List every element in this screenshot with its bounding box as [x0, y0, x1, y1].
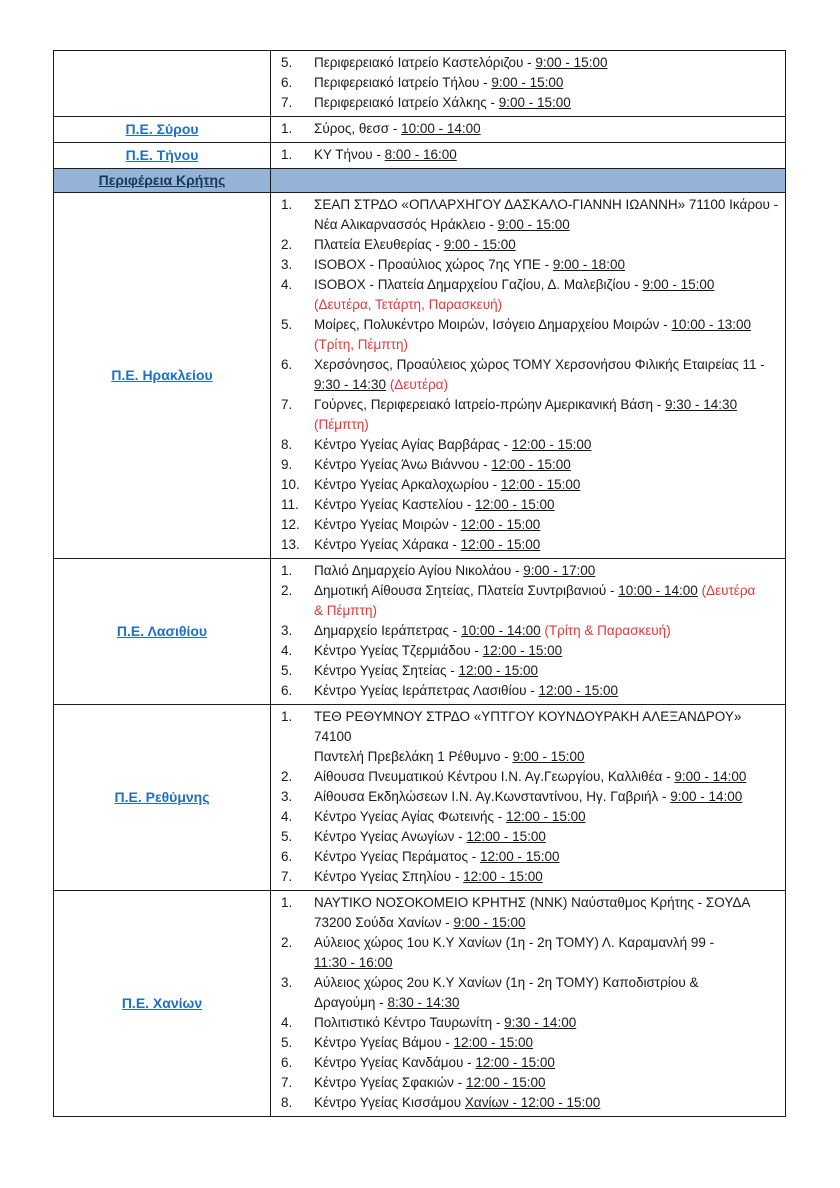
list-item: [281, 1073, 781, 1093]
item-number: 4.: [281, 1015, 293, 1030]
item-text: Κέντρο Υγείας Χάρακα -: [314, 537, 461, 552]
item-text: Κέντρο Υγείας Αγίας Φωτεινής -: [314, 809, 507, 824]
list-item: [281, 315, 781, 355]
item-text: Αίθουσα Πνευματικού Κέντρου Ι.Ν. Αγ.Γεωργίου, Καλλιθέα -: [314, 769, 675, 784]
region-label-cell: [54, 143, 271, 169]
item-number: 5.: [281, 55, 293, 70]
item-number: 8.: [281, 1095, 293, 1110]
table-row: [54, 51, 786, 117]
list-item: [281, 119, 781, 139]
item-number: 2.: [281, 583, 293, 598]
item-number: 2.: [281, 935, 293, 950]
item-number: 2.: [281, 237, 293, 252]
item-text: Αύλειος χώρος 1ου Κ.Υ Χανίων (1η - 2η ΤΟΜΥ) Λ. Καραμανλή 99 -: [314, 935, 715, 950]
region-entries-cell: [271, 891, 786, 1117]
item-text: Χερσόνησος, Προαύλειος χώρος ΤΟΜΥ Χερσονήσου Φιλικής Εταιρείας 11 -: [314, 357, 765, 372]
item-number: 3.: [281, 257, 293, 272]
item-hours: 9:00 - 17:00: [523, 563, 596, 578]
item-number: 1.: [281, 563, 293, 578]
item-days-note: (Τρίτη, Πέμπτη): [314, 337, 408, 352]
list-item: [281, 1093, 781, 1113]
item-text: Νέα Αλικαρνασσός Ηράκλειο -: [314, 217, 498, 232]
item-hours: 10:00 - 14:00: [461, 623, 541, 638]
item-hours: 8:30 - 14:30: [387, 995, 460, 1010]
item-text: Αίθουσα Εκδηλώσεων Ι.Ν. Αγ.Κωνσταντίνου, Ηγ. Γαβριήλ -: [314, 789, 671, 804]
item-number: 4.: [281, 809, 293, 824]
item-days-note: (Δευτέρα, Τετάρτη, Παρασκευή): [314, 297, 503, 312]
table-row: [54, 705, 786, 891]
item-text: Δραγούμη -: [314, 995, 388, 1010]
region-section-title: Περιφέρεια Κρήτης: [98, 172, 226, 188]
table-row: [54, 559, 786, 705]
item-text: Παλιό Δημαρχείο Αγίου Νικολάου -: [314, 563, 524, 578]
list-item: [281, 235, 781, 255]
item-text: Κέντρο Υγείας Περάματος -: [314, 849, 480, 864]
list-item: [281, 1013, 781, 1033]
item-hours: 12:00 - 15:00: [465, 1075, 546, 1090]
item-hours: 12:00 - 15:00: [463, 869, 543, 884]
region-entries-cell: [271, 193, 786, 559]
list-item: [281, 73, 781, 93]
list-item: [281, 867, 781, 887]
list-item: [281, 93, 781, 113]
region-link[interactable]: Π.Ε. Ρεθύμνης: [114, 789, 210, 805]
region-entries-cell: [271, 117, 786, 143]
item-text: Κέντρο Υγείας Κανδάμου -: [314, 1055, 476, 1070]
list-item: [281, 933, 781, 973]
item-number: 10.: [281, 477, 300, 492]
list-item: [281, 641, 781, 661]
list-item: [281, 495, 781, 515]
region-section-row: [54, 169, 786, 193]
item-hours: 12:00 - 15:00: [460, 537, 541, 552]
region-section-cell: [54, 169, 271, 193]
item-hours: 9:00 - 14:00: [670, 789, 743, 804]
list-item: [281, 827, 781, 847]
item-hours: 9:00 - 14:00: [674, 769, 747, 784]
item-text: ΝΑΥΤΙΚΟ ΝΟΣΟΚΟΜΕΙΟ ΚΡΗΤΗΣ (ΝΝΚ) Ναύσταθμος Κρήτης - ΣΟΥΔΑ: [314, 895, 751, 910]
list-item: [281, 767, 781, 787]
entry-list: [281, 53, 781, 113]
list-item: [281, 561, 781, 581]
vaccination-sites-table: [53, 50, 786, 1117]
item-text: Κέντρο Υγείας Αγίας Βαρβάρας -: [314, 437, 512, 452]
item-number: 1.: [281, 709, 293, 724]
item-hours: 10:00 - 13:00: [671, 317, 751, 332]
item-hours: Χανίων - 12:00 - 15:00: [464, 1095, 601, 1110]
item-days-note: (Τρίτη & Παρασκευή): [540, 623, 671, 638]
region-link[interactable]: Π.Ε. Σύρου: [125, 121, 199, 137]
list-item: [281, 847, 781, 867]
table-row: [54, 891, 786, 1117]
item-text: Κέντρο Υγείας Σφακιών -: [314, 1075, 466, 1090]
item-number: 6.: [281, 683, 293, 698]
item-number: 7.: [281, 95, 293, 110]
item-number: 5.: [281, 317, 293, 332]
list-item: [281, 581, 781, 621]
item-text: Κέντρο Υγείας Ανωγίων -: [314, 829, 467, 844]
item-text: Κέντρο Υγείας Αρκαλοχωρίου -: [314, 477, 501, 492]
item-text: Κέντρο Υγείας Ιεράπετρας Λασιθίου -: [314, 683, 539, 698]
region-label-cell: [54, 705, 271, 891]
region-label-cell: [54, 891, 271, 1117]
item-number: 1.: [281, 147, 293, 162]
item-hours: 9:00 - 15:00: [642, 277, 715, 292]
item-number: 1.: [281, 895, 293, 910]
item-text: Κέντρο Υγείας Μοιρών -: [314, 517, 461, 532]
region-entries-cell: [271, 51, 786, 117]
region-link[interactable]: Π.Ε. Τήνου: [125, 147, 199, 163]
item-number: 1.: [281, 121, 293, 136]
item-number: 13.: [281, 537, 300, 552]
list-item: [281, 681, 781, 701]
list-item: [281, 455, 781, 475]
item-number: 9.: [281, 457, 293, 472]
item-number: 3.: [281, 789, 293, 804]
item-text: Αύλειος χώρος 2ου Κ.Υ Χανίων (1η - 2η ΤΟΜΥ) Καποδιστρίου &: [314, 975, 699, 990]
list-item: [281, 807, 781, 827]
item-number: 3.: [281, 623, 293, 638]
list-item: [281, 535, 781, 555]
region-link[interactable]: Π.Ε. Χανίων: [121, 995, 203, 1011]
item-hours: 12:00 - 15:00: [458, 663, 539, 678]
item-number: 6.: [281, 357, 293, 372]
item-text: Κέντρο Υγείας Σπηλίου -: [314, 869, 464, 884]
region-link[interactable]: Π.Ε. Λασιθίου: [116, 623, 208, 639]
item-text: ΣΕΑΠ ΣΤΡΔΟ «ΟΠΛΑΡΧΗΓΟΥ ΔΑΣΚΑΛΟ-ΓΙΑΝΝΗ ΙΩΑΝΝΗ» 71100 Ικάρου -: [314, 197, 779, 212]
item-text: ΤΕΘ ΡΕΘΥΜΝΟΥ ΣΤΡΔΟ «ΥΠΤΓΟΥ ΚΟΥΝΔΟΥΡΑΚΗ ΑΛΕΞΑΝΔΡΟΥ» 74100: [314, 709, 742, 744]
schedule-table-body: [54, 51, 786, 1117]
item-hours: 12:00 - 15:00: [475, 1055, 555, 1070]
item-text: Μοίρες, Πολυκέντρο Μοιρών, Ισόγειο Δημαρχείου Μοιρών -: [314, 317, 672, 332]
item-text: Κέντρο Υγείας Κισσάμου: [314, 1095, 465, 1110]
item-text: Κέντρο Υγείας Τζερμιάδου -: [314, 643, 483, 658]
item-text: Πολιτιστικό Κέντρο Ταυρωνίτη -: [314, 1015, 505, 1030]
item-hours: 12:00 - 15:00: [482, 643, 563, 658]
list-item: [281, 515, 781, 535]
list-item: [281, 1033, 781, 1053]
item-number: 6.: [281, 849, 293, 864]
list-item: [281, 893, 781, 933]
item-text: Δημοτική Αίθουσα Σητείας, Πλατεία Συντριβανιού -: [314, 583, 619, 598]
list-item: [281, 707, 781, 767]
item-text: Περιφερειακό Ιατρείο Τήλου -: [314, 75, 492, 90]
entry-list: [281, 145, 781, 165]
region-label-cell: [54, 117, 271, 143]
item-hours: 12:00 - 15:00: [500, 477, 581, 492]
table-row: [54, 117, 786, 143]
item-number: 7.: [281, 397, 293, 412]
item-hours: 9:00 - 15:00: [512, 749, 585, 764]
list-item: [281, 661, 781, 681]
item-text: Κέντρο Υγείας Άνω Βιάννου -: [314, 457, 492, 472]
item-number: 8.: [281, 437, 293, 452]
item-text: ISOBOX - Προαύλιος χώρος 7ης ΥΠΕ -: [314, 257, 553, 272]
item-text: Παντελή Πρεβελάκη 1 Ρέθυμνο -: [314, 749, 513, 764]
item-hours: 9:00 - 15:00: [535, 55, 608, 70]
region-link[interactable]: Π.Ε. Ηρακλείου: [111, 367, 213, 383]
item-days-note: & Πέμπτη): [314, 603, 377, 618]
list-item: [281, 395, 781, 435]
item-number: 6.: [281, 75, 293, 90]
list-item: [281, 435, 781, 455]
item-hours: 12:00 - 15:00: [453, 1035, 534, 1050]
list-item: [281, 621, 781, 641]
item-hours: 9:00 - 15:00: [453, 915, 526, 930]
entry-list: [281, 893, 781, 1113]
item-text: ISOBOX - Πλατεία Δημαρχείου Γαζίου, Δ. Μαλεβιζίου -: [314, 277, 643, 292]
entry-list: [281, 561, 781, 701]
region-entries-cell: [271, 559, 786, 705]
list-item: [281, 53, 781, 73]
item-number: 5.: [281, 829, 293, 844]
item-number: 7.: [281, 869, 293, 884]
item-number: 2.: [281, 769, 293, 784]
entry-list: [281, 707, 781, 887]
item-hours: 9:00 - 15:00: [498, 95, 571, 110]
item-number: 7.: [281, 1075, 293, 1090]
item-number: 6.: [281, 1055, 293, 1070]
list-item: [281, 973, 781, 1013]
item-hours: 10:00 - 14:00: [401, 121, 481, 136]
item-hours: 8:00 - 16:00: [384, 147, 457, 162]
item-hours: 9:30 - 14:30: [314, 377, 387, 392]
item-days-note: (Πέμπτη): [314, 417, 369, 432]
item-text: Περιφερειακό Ιατρείο Καστελόριζου -: [314, 55, 536, 70]
item-hours: 12:00 - 15:00: [491, 457, 571, 472]
item-hours: 11:30 - 16:00: [314, 955, 393, 970]
entry-list: [281, 195, 781, 555]
item-text: Περιφερειακό Ιατρείο Χάλκης -: [314, 95, 499, 110]
entry-list: [281, 119, 781, 139]
item-hours: 12:00 - 15:00: [538, 683, 619, 698]
item-text: 73200 Σούδα Χανίων -: [314, 915, 454, 930]
list-item: [281, 787, 781, 807]
list-item: [281, 255, 781, 275]
item-hours: 12:00 - 15:00: [460, 517, 541, 532]
region-section-empty-cell: [271, 169, 786, 193]
item-hours: 12:00 - 15:00: [479, 849, 560, 864]
item-hours: 9:00 - 15:00: [497, 217, 570, 232]
item-text: Πλατεία Ελευθερίας -: [314, 237, 444, 252]
list-item: [281, 355, 781, 395]
table-row: [54, 193, 786, 559]
list-item: [281, 1053, 781, 1073]
region-entries-cell: [271, 705, 786, 891]
item-text: Δημαρχείο Ιεράπετρας -: [314, 623, 462, 638]
region-label-cell: [54, 51, 271, 117]
item-text: Γούρνες, Περιφερειακό Ιατρείο-πρώην Αμερικανική Βάση -: [314, 397, 666, 412]
list-item: [281, 475, 781, 495]
list-item: [281, 195, 781, 235]
item-number: 4.: [281, 277, 293, 292]
item-number: 5.: [281, 1035, 293, 1050]
item-text: Κέντρο Υγείας Σητείας -: [314, 663, 459, 678]
region-entries-cell: [271, 143, 786, 169]
item-text: Κέντρο Υγείας Καστελίου -: [314, 497, 475, 512]
region-label-cell: [54, 193, 271, 559]
item-hours: 9:00 - 15:00: [443, 237, 516, 252]
list-item: [281, 275, 781, 315]
item-text: Σύρος, θεσσ -: [314, 121, 402, 136]
item-hours: 9:30 - 14:30: [665, 397, 738, 412]
item-hours: 12:00 - 15:00: [474, 497, 555, 512]
item-number: 5.: [281, 663, 293, 678]
item-hours: 9:00 - 15:00: [491, 75, 564, 90]
item-number: 1.: [281, 197, 293, 212]
item-hours: 10:00 - 14:00: [618, 583, 698, 598]
list-item: [281, 145, 781, 165]
item-hours: 12:00 - 15:00: [466, 829, 546, 844]
item-days-note: (Δευτέρα): [386, 377, 449, 392]
item-hours: 9:30 - 14:00: [504, 1015, 577, 1030]
item-days-note: (Δευτέρα: [697, 583, 756, 598]
item-number: 4.: [281, 643, 293, 658]
item-hours: 9:00 - 18:00: [552, 257, 625, 272]
region-label-cell: [54, 559, 271, 705]
item-text: ΚΥ Τήνου -: [314, 147, 385, 162]
item-number: 3.: [281, 975, 293, 990]
item-number: 11.: [281, 497, 299, 512]
item-number: 12.: [281, 517, 300, 532]
item-hours: 12:00 - 15:00: [506, 809, 586, 824]
table-row: [54, 143, 786, 169]
item-hours: 12:00 - 15:00: [511, 437, 592, 452]
item-text: Κέντρο Υγείας Βάμου -: [314, 1035, 454, 1050]
